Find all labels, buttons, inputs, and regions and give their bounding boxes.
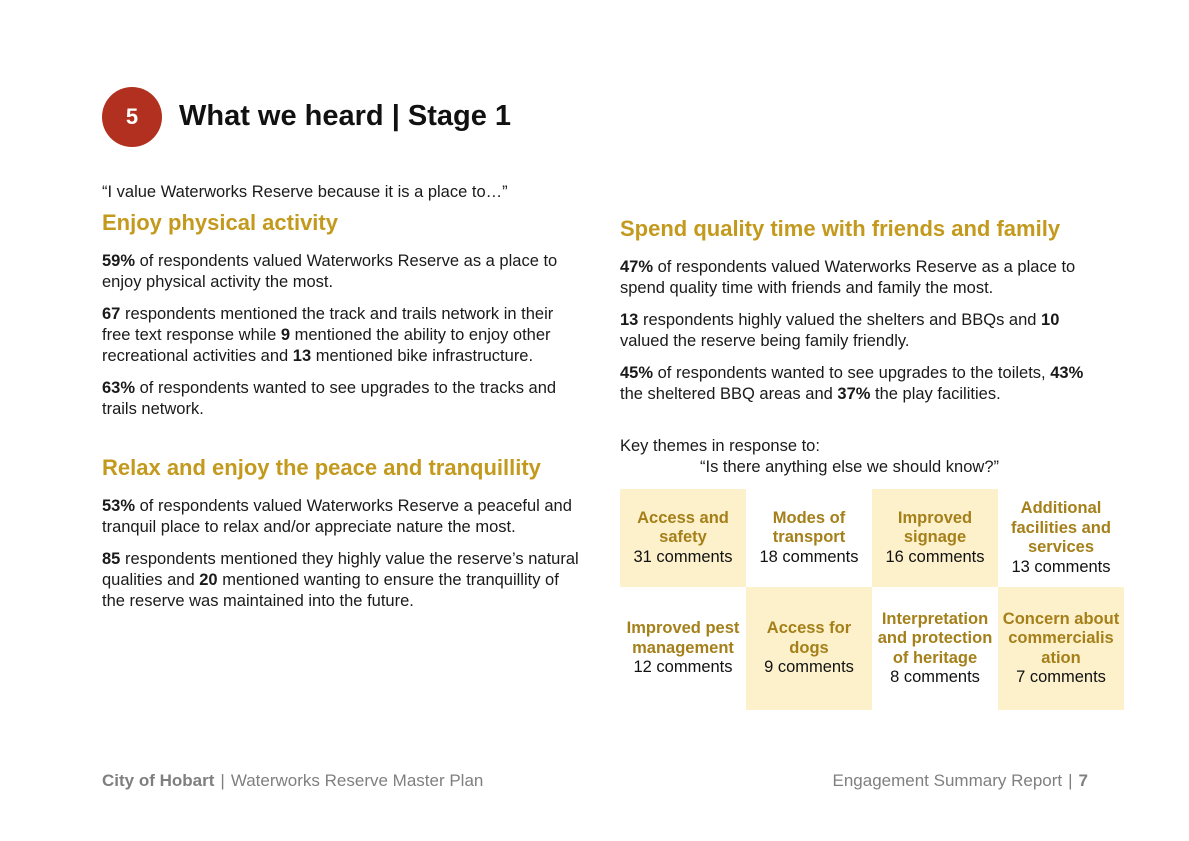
theme-cell [872,489,998,587]
theme-cell [620,587,746,710]
stat-value: 37% [837,385,871,403]
page-number: 7 [1078,771,1088,790]
theme-count: 13 comments [1011,557,1111,576]
theme-cell [998,489,1124,587]
body-text: mentioned bike infrastructure. [311,347,534,365]
stat-value: 20 [199,571,218,589]
theme-title: Improved pest management [626,619,740,657]
body-text: of respondents wanted to see upgrades to the toilets, [653,364,1051,382]
body-text: of respondents valued Waterworks Reserve as a place to spend quality time with friends and family the most. [620,258,1076,297]
body-text: respondents mentioned they highly value the reserve’s natural qualities and [102,550,579,589]
stat-value: 63% [102,379,136,397]
theme-title: Access and safety [637,508,729,547]
left-column [102,182,582,623]
theme-cell [998,587,1124,710]
body-paragraph [620,363,1100,405]
body-text: mentioned wanting to ensure the tranquillity of the reserve was maintained into the future. [102,571,559,610]
body-text: valued the reserve being family friendly. [620,332,910,350]
footer-report-title: Engagement Summary Report [832,771,1063,790]
stat-value: 67 [102,305,121,323]
theme-count: 18 comments [759,547,859,566]
theme-cell [620,489,746,587]
intro-quote: “I value Waterworks Reserve because it is a place to…” [102,183,508,201]
section-heading: Spend quality time with friends and family [620,216,1061,241]
body-paragraph [102,378,582,420]
stat-value: 59% [102,252,136,270]
section-number: 5 [125,104,139,129]
section-physical-activity [102,209,582,420]
section-number-badge [102,87,162,147]
body-paragraph [620,310,1100,352]
body-text: the play facilities. [870,385,1001,403]
body-text: of respondents valued Waterworks Reserve as a place to enjoy physical activity the most. [102,252,558,291]
body-paragraph [102,304,582,367]
theme-title: Additional facilities and services [1011,499,1111,556]
body-paragraph [102,251,582,293]
themes-question: “Is there anything else we should know?” [700,458,999,476]
theme-count: 16 comments [885,547,985,566]
theme-title: Modes of transport [772,508,846,547]
theme-cell [746,489,872,587]
section-paragraphs [620,257,1100,405]
section-paragraphs [102,251,582,420]
stat-value: 45% [620,364,654,382]
footer-org: City of Hobart [102,771,215,790]
theme-count: 8 comments [890,668,980,686]
footer-separator: | [220,771,225,790]
page-title: What we heard | Stage 1 [179,100,512,132]
theme-title: Concern about commercialis ation [1002,609,1120,667]
theme-title: Improved signage [897,508,973,547]
theme-cell [872,587,998,710]
body-paragraph [102,549,582,612]
theme-cell [746,587,872,710]
footer-separator: | [1068,771,1073,790]
stat-value: 9 [280,326,291,344]
themes-intro: Key themes in response to: [620,437,820,455]
footer-doc-title: Waterworks Reserve Master Plan [230,771,484,790]
body-text: the sheltered BBQ areas and [620,385,838,403]
stat-value: 13 [620,311,639,329]
theme-title: Interpretation and protection of heritage [877,609,993,667]
body-text: of respondents wanted to see upgrades to the tracks and trails network. [102,379,557,418]
stat-value: 43% [1050,364,1084,382]
stat-value: 10 [1041,311,1060,329]
section-peace-tranquillity [102,454,582,612]
stat-value: 53% [102,497,136,515]
body-text: mentioned the ability to enjoy other recreational activities and [102,326,551,365]
body-text: respondents highly valued the shelters and BBQs and [638,311,1042,329]
section-friends-family [620,215,1100,405]
stat-value: 47% [620,258,654,276]
theme-count: 31 comments [633,547,733,566]
stat-value: 85 [102,550,121,568]
stat-value: 13 [292,347,312,365]
body-text: of respondents valued Waterworks Reserve a peaceful and tranquil place to relax and/or appreciate nature the most. [102,497,572,536]
body-paragraph [620,257,1100,299]
right-column [620,215,1120,710]
section-heading: Enjoy physical activity [102,210,338,235]
section-heading: Relax and enjoy the peace and tranquillity [102,455,541,480]
footer-right [833,771,1089,791]
theme-count: 12 comments [633,658,733,677]
footer-left [102,771,483,791]
body-paragraph [102,496,582,538]
body-text: respondents mentioned the track and trails network in their free text response while [102,305,554,344]
theme-title: Access for dogs [766,619,852,657]
theme-count: 7 comments [1016,668,1106,686]
key-themes-grid [620,489,1124,710]
section-paragraphs [102,496,582,612]
theme-count: 9 comments [764,658,854,677]
